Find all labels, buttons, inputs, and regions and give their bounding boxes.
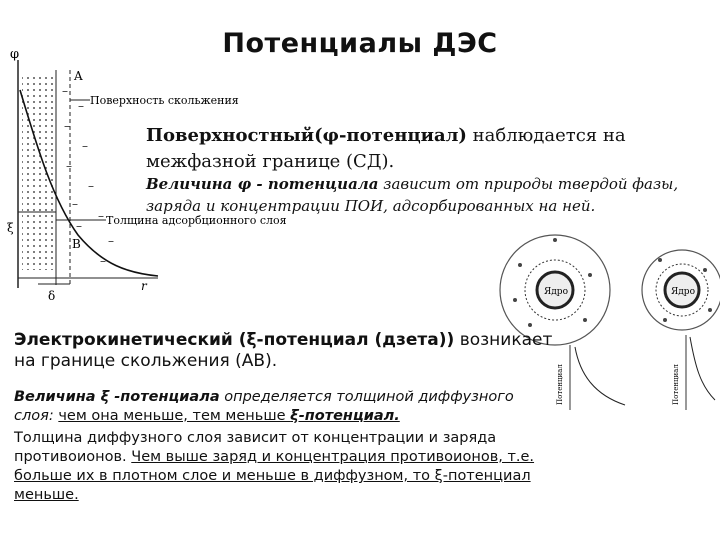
core-label-left: Ядро xyxy=(544,287,568,297)
svg-text:–: – xyxy=(62,84,68,98)
svg-text:–: – xyxy=(88,179,94,193)
diffuse-layer-underlined: Чем выше заряд и концентрация противоионов, т.е. больше их в плотном слое и меньше в диффузном, то ξ-потенциал меньше. xyxy=(14,449,535,503)
xi-magnitude-term: Величина ξ -потенциала xyxy=(14,389,220,405)
label-B: B xyxy=(72,237,81,251)
svg-text:–: – xyxy=(64,119,70,133)
surface-potential-desc: наблюдается на межфазной границе (СД). xyxy=(146,125,626,172)
y-axis-label: φ xyxy=(10,47,20,62)
surface-potential-term: Поверхностный(φ-потенциал) xyxy=(146,125,467,146)
paragraph-surface-potential xyxy=(146,123,696,175)
xi-magnitude-underlined-b: ξ-потенциал. xyxy=(290,408,400,424)
svg-text:–: – xyxy=(100,254,106,268)
page-title: Потенциалы ДЭС xyxy=(222,28,498,59)
label-A: A xyxy=(74,69,83,83)
svg-text:–: – xyxy=(72,197,78,211)
label-slip-surface: Поверхность скольжения xyxy=(90,94,239,107)
label-delta: δ xyxy=(48,289,56,303)
electrokinetic-term: Электрокинетический (ξ-потенциал (дзета)) xyxy=(14,330,455,350)
paragraph-xi-magnitude xyxy=(14,388,554,426)
side-label-left: Потенциал xyxy=(556,364,564,405)
label-xi: ξ xyxy=(7,221,14,235)
svg-text:–: – xyxy=(76,219,82,233)
phi-magnitude-term: Величина φ - потенциала xyxy=(146,175,379,193)
svg-text:–: – xyxy=(78,99,84,113)
micelle-diagram xyxy=(500,215,720,415)
phi-magnitude-desc: зависит от природы твердой фазы, заряда и концентрации ПОИ, адсорбированных на ней. xyxy=(146,175,679,215)
adsorption-layer xyxy=(22,75,56,270)
paragraph-phi-magnitude xyxy=(146,173,696,217)
svg-text:–: – xyxy=(98,209,104,223)
diffuse-layer-plain: Толщина диффузного слоя зависит от концентрации и заряда противоионов. xyxy=(14,430,497,465)
xi-magnitude-desc: определяется толщиной диффузного слоя: xyxy=(14,389,514,424)
svg-text:–: – xyxy=(108,234,114,248)
svg-text:–: – xyxy=(66,159,72,173)
electrokinetic-desc: возникает на границе скольжения (АВ). xyxy=(14,330,553,371)
x-axis-label: r xyxy=(141,279,147,293)
side-label-right: Потенциал xyxy=(672,364,680,405)
paragraph-diffuse-layer xyxy=(14,429,554,505)
xi-magnitude-underlined-a: чем она меньше, тем меньше xyxy=(58,408,291,424)
label-adsorption-thickness: Толщина адсорбционного слоя xyxy=(106,214,287,227)
svg-text:–: – xyxy=(82,139,88,153)
core-label-right: Ядро xyxy=(671,287,695,297)
paragraph-electrokinetic xyxy=(14,330,554,372)
